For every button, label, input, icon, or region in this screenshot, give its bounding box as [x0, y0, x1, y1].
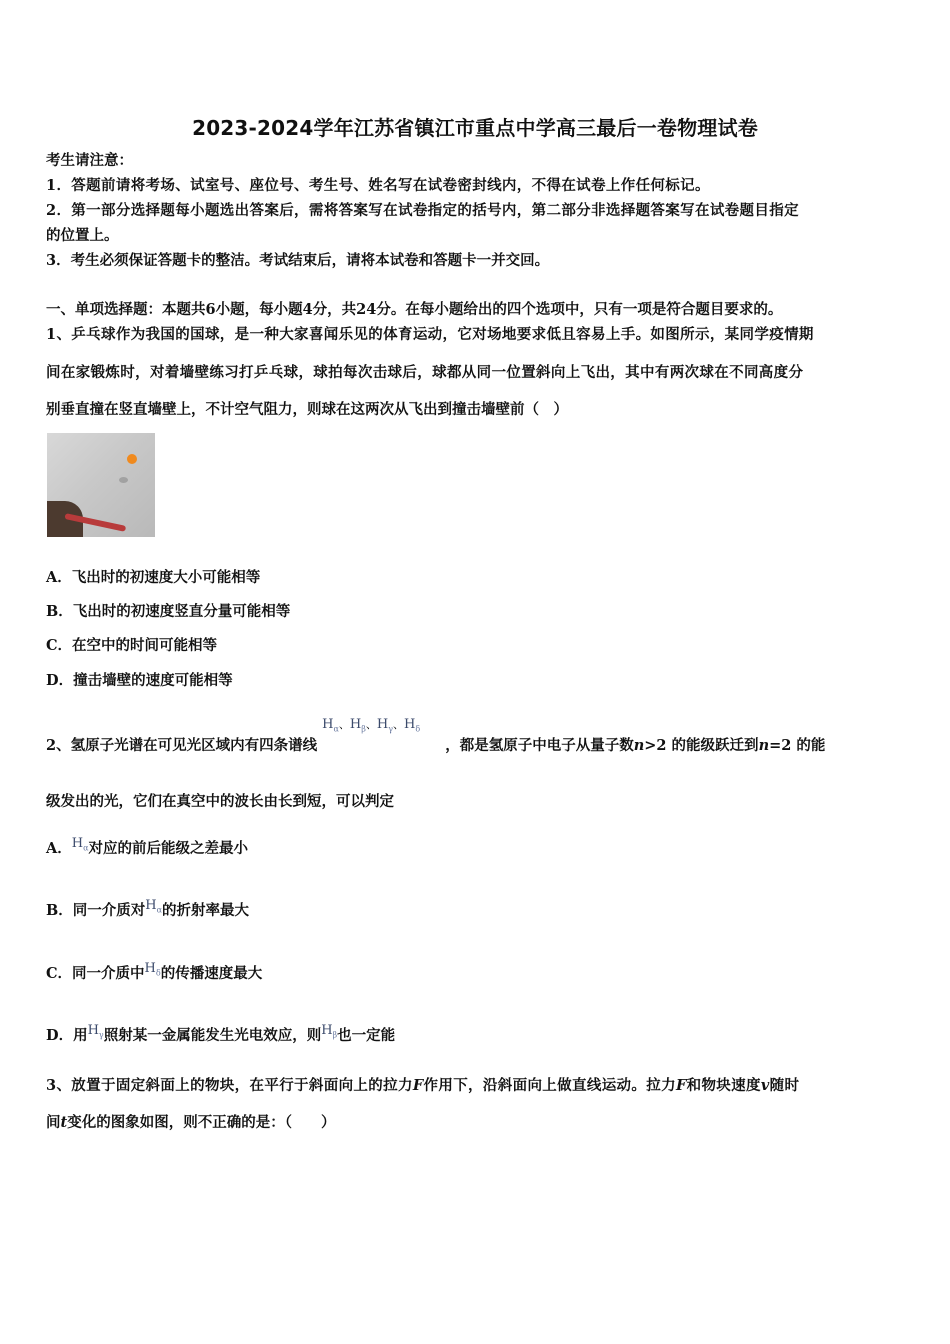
h-alpha-symbol: $H_\alpha$ [145, 898, 163, 915]
notice-item-3: 3．考生必须保证答题卡的整洁。考试结束后，请将本试卷和答题卡一并交回。 [46, 252, 550, 269]
q1-option-d: D．撞击墙壁的速度可能相等 [46, 672, 233, 689]
q2-line-2: 级发出的光，它们在真空中的波长由长到短，可以判定 [46, 793, 394, 810]
h-delta-symbol: $H_\delta$ [144, 961, 161, 978]
h-alpha-symbol: $H_\alpha$ [71, 836, 89, 853]
q3-line-1: 3、放置于固定斜面上的物块，在平行于斜面向上的拉力F作用下，沿斜面向上做直线运动。拉力F和物块速度v随时 [46, 1077, 800, 1094]
ball [127, 454, 137, 464]
notice-heading: 考生请注意： [46, 152, 133, 169]
ball-shadow [119, 477, 128, 483]
q2-line-1: 2、氢原子光谱在可见光区域内有四条谱线 $H_\alpha$、$H_\beta$、$H_\gamma$、$H_\delta$ ，都是氢原子中电子从量子数n>2 的能级跃迁到n=2 的能 [46, 736, 825, 762]
q1-line-3: 别垂直撞在竖直墙壁上，不计空气阻力，则球在这两次从飞出到撞击墙壁前（ ） [46, 401, 568, 418]
q3-line-2: 间t变化的图象如图，则不正确的是：（ ） [46, 1114, 336, 1131]
h-gamma-symbol: $H_\gamma$ [376, 717, 393, 734]
q2-option-b: B．同一介质对$H_\alpha$的折射率最大 [46, 898, 250, 919]
q2-pre: 2、氢原子光谱在可见光区域内有四条谱线 [46, 737, 318, 754]
q1-line-1: 1、乒乓球作为我国的国球，是一种大家喜闻乐见的体育运动，它对场地要求低且容易上手。如图所示，某同学疫情期 [46, 326, 814, 343]
q2-symbols: $H_\alpha$、$H_\beta$、$H_\gamma$、$H_\delta$ [322, 714, 440, 740]
q1-option-a: A．飞出时的初速度大小可能相等 [46, 569, 261, 586]
q1-line-2: 间在家锻炼时，对着墙壁练习打乒乓球，球拍每次击球后，球都从同一位置斜向上飞出，其中有两次球在不同高度分 [46, 364, 804, 381]
q2-option-a: A．$H_\alpha$对应的前后能级之差最小 [46, 836, 249, 857]
q2-option-c: C．同一介质中$H_\delta$的传播速度最大 [46, 961, 263, 982]
exam-title: 2023-2024学年江苏省镇江市重点中学高三最后一卷物理试卷 [192, 116, 758, 140]
h-delta-symbol: $H_\delta$ [404, 717, 421, 734]
h-gamma-symbol: $H_\gamma$ [87, 1023, 104, 1040]
notice-item-2: 2．第一部分选择题每小题选出答案后，需将答案写在试卷指定的括号内，第二部分非选择题答案写在试卷题目指定 [46, 202, 799, 219]
h-alpha-symbol: $H_\alpha$ [322, 717, 339, 734]
h-beta-symbol: $H_\beta$ [321, 1023, 338, 1040]
h-beta-symbol: $H_\beta$ [349, 717, 366, 734]
q2-option-d: D．用$H_\gamma$照射某一金属能发生光电效应，则$H_\beta$也一定能 [46, 1023, 396, 1044]
q1-option-b: B．飞出时的初速度竖直分量可能相等 [46, 603, 291, 620]
section-heading: 一、单项选择题：本题共6小题，每小题4分，共24分。在每小题给出的四个选项中，只有一项是符合题目要求的。 [46, 301, 783, 318]
ping-pong-photo [47, 433, 155, 537]
notice-item-2-cont: 的位置上。 [46, 227, 119, 244]
q1-option-c: C．在空中的时间可能相等 [46, 637, 218, 654]
notice-item-1: 1．答题前请将考场、试室号、座位号、考生号、姓名写在试卷密封线内，不得在试卷上作任何标记。 [46, 177, 710, 194]
